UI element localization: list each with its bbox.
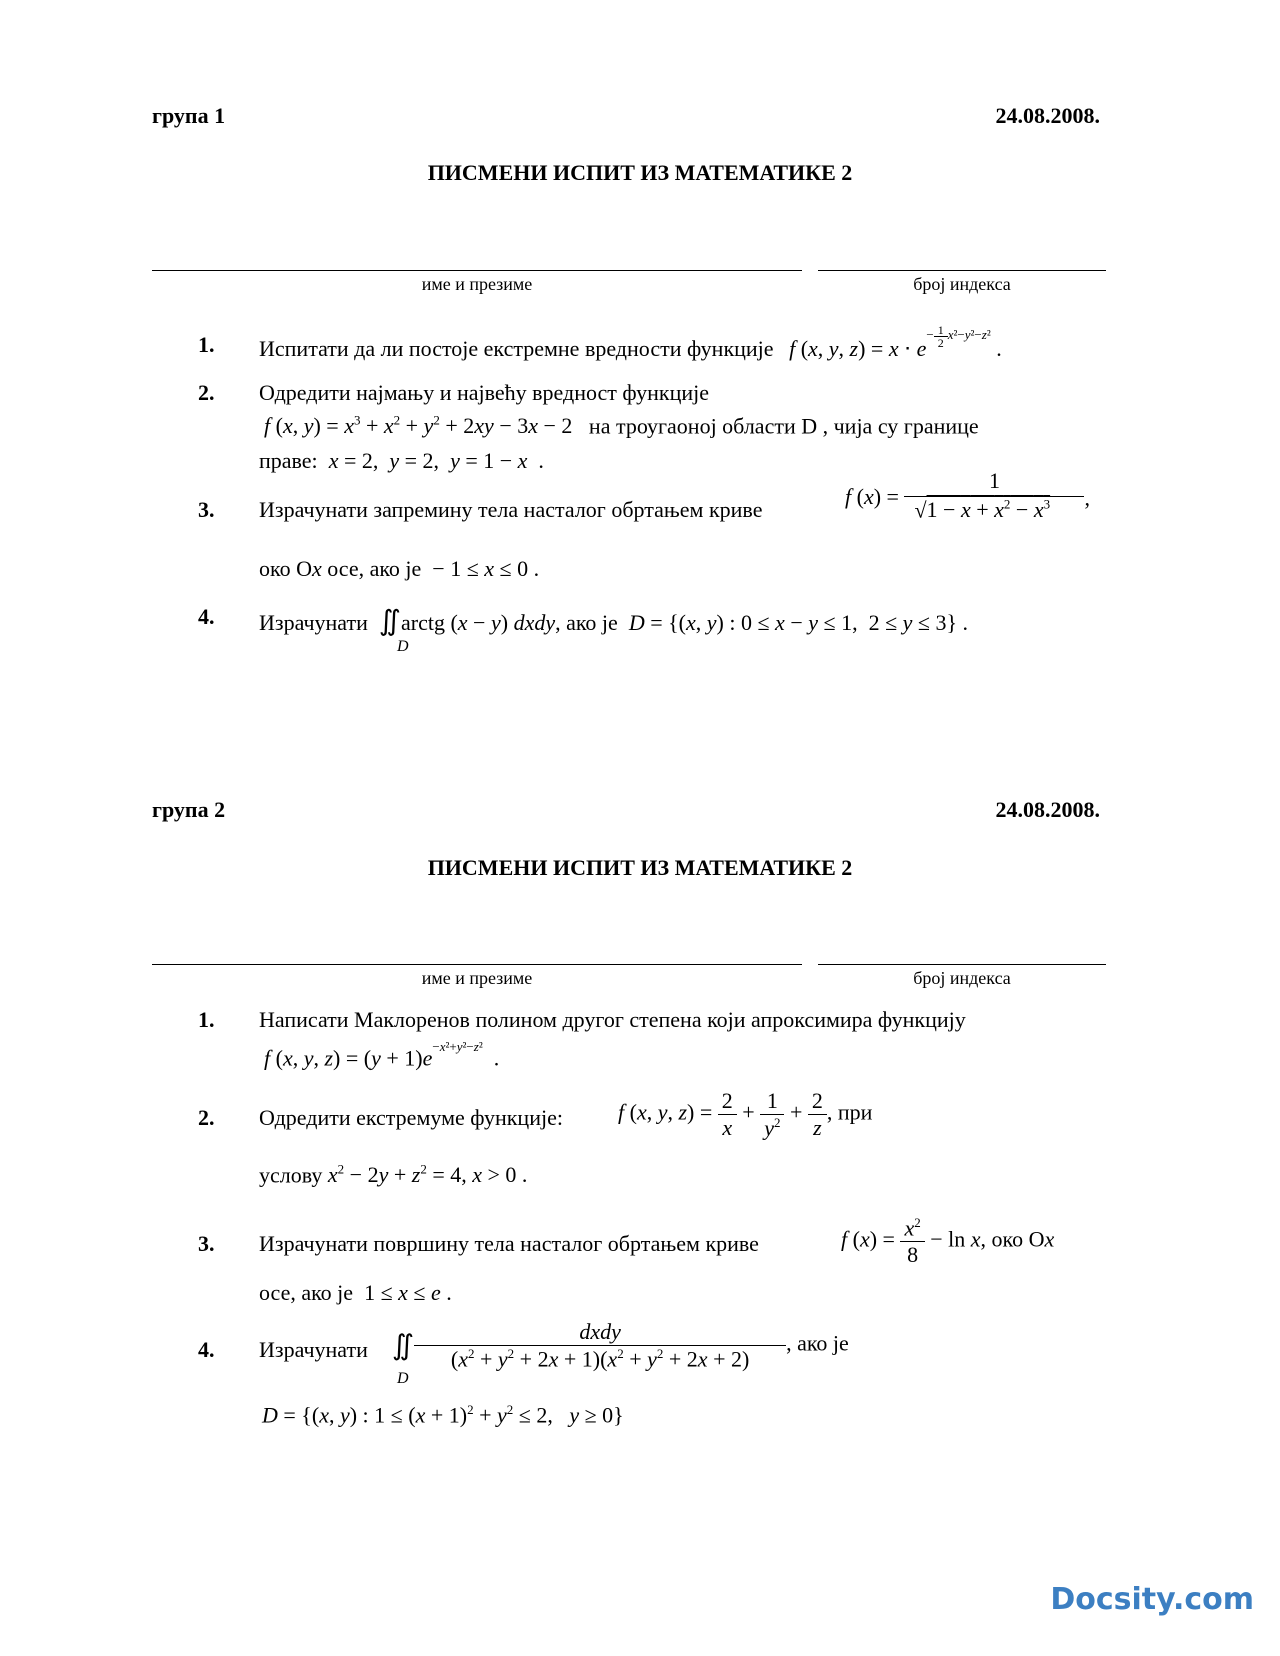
integral-domain: D <box>397 638 409 655</box>
exam-title: ПИСМЕНИ ИСПИТ ИЗ МАТЕМАТИКЕ 2 <box>427 855 853 880</box>
problem-text: Испитати да ли постоје екстремне вредности функције f (x, y, $z) = x \cdot e^{- \frac{1}{2} x^2-y^2-z^2}$ . <box>259 323 1002 361</box>
formula: f (x, y, $z) = (y + 1)e^{-x^2+y^2-z^2}$ . <box>264 1039 500 1071</box>
problem-text-line: осе, ако је 1 ≤ x ≤ e . <box>259 1280 452 1305</box>
problem-number: 1. <box>198 1007 215 1032</box>
watermark-logo: Docsity.com <box>1050 1582 1254 1617</box>
formula: − 1 ≤ x ≤ 0 . <box>426 556 540 581</box>
formula: x = 2, y = 2, y = 1 − x . <box>328 448 544 473</box>
problem-text: Израчунати ∬arctg (x − y) dxdy, ако је D = {(x, y) : 0 ≤ x − y ≤ 1, 2 ≤ y ≤ 3} . <box>259 606 969 637</box>
index-caption: број индекса <box>913 968 1011 988</box>
formula: f (x) = $\frac{1}{√1 - x + x^2 - x^3}$ , <box>845 468 1090 523</box>
group-label: група 2 <box>152 797 226 822</box>
problem-text: Израчунати запремину тела насталог обртањем криве <box>259 497 763 522</box>
integral-domain: D <box>397 1370 409 1387</box>
problem-number: 2. <box>198 1105 215 1130</box>
formula: f (x, y, $z) = x \cdot e^{- \frac{1}{2} x^2-y^2-z^2}$ . <box>789 323 1002 361</box>
formula: D = {(x, y) : 0 ≤ x − y ≤ 1, 2 ≤ y ≤ 3} . <box>628 610 969 635</box>
index-caption: број индекса <box>913 274 1011 294</box>
problem-text: Одредити екстремуме функције: <box>259 1105 563 1130</box>
formula: $x^2 - 2y + z^2 = 4$, x > 0 . <box>327 1162 528 1188</box>
problem-text: Одредити најмању и највећу вредност функције <box>259 380 710 405</box>
problem-number: 4. <box>198 604 215 629</box>
group-label: група 1 <box>152 103 226 128</box>
problem-text-line: услову $x^2 - 2y + z^2 = 4$, x > 0 . <box>259 1162 528 1188</box>
formula: D = {(x, y) : $1 \le (x + 1)^2 + y^2 \le 2$, y ≥ 0} <box>262 1402 624 1428</box>
name-caption: име и презиме <box>421 274 533 294</box>
problem-number: 3. <box>198 497 215 522</box>
problem-text-line: f (x, $y) = x^3 + x^2 + y^2 + 2xy - 3x - 2$ на троугаоној области D , чија су границе <box>264 413 979 439</box>
problem-text-line: око Ox осе, ако је − 1 ≤ x ≤ 0 . <box>259 556 540 581</box>
name-caption: име и презиме <box>421 968 533 988</box>
formula: ∬ $\frac{\text{dxdy}}{(x^2 + y^2 + 2x + 1)(x^2 + y^2 + 2x + 2)}$ , ако је <box>392 1319 849 1372</box>
index-line <box>818 964 1106 965</box>
problem-number: 3. <box>198 1231 215 1256</box>
formula: f (x) = $\frac{x^2}{8}$ − ln x, око Ox <box>841 1215 1055 1268</box>
problem-text: Написати Маклоренов полином другог степена који апроксимира функцију <box>259 1007 966 1032</box>
index-line <box>818 270 1106 271</box>
problem-text: Израчунати <box>259 1337 368 1362</box>
exam-date: 24.08.2008. <box>995 797 1100 822</box>
name-line <box>152 964 802 965</box>
problem-text: Израчунати површину тела насталог обртањем криве <box>259 1231 759 1256</box>
exam-title: ПИСМЕНИ ИСПИТ ИЗ МАТЕМАТИКЕ 2 <box>427 160 853 185</box>
problem-number: 2. <box>198 380 215 405</box>
problem-number: 4. <box>198 1337 215 1362</box>
name-line <box>152 270 802 271</box>
problem-number: 1. <box>198 332 215 357</box>
formula: f (x, y, z) = $\frac{2}{x}$ + $\frac{1}{y^2}$ + $\frac{2}{z}$ , при <box>618 1088 873 1141</box>
exam-date: 24.08.2008. <box>995 103 1100 128</box>
formula: f (x, $y) = x^3 + x^2 + y^2 + 2xy - 3x - 2$ <box>264 413 573 439</box>
formula: 1 ≤ x ≤ e . <box>358 1280 452 1305</box>
problem-text-line: праве: x = 2, y = 2, y = 1 − x . <box>259 448 544 473</box>
formula: ∬arctg (x − y) dxdy <box>378 606 556 637</box>
